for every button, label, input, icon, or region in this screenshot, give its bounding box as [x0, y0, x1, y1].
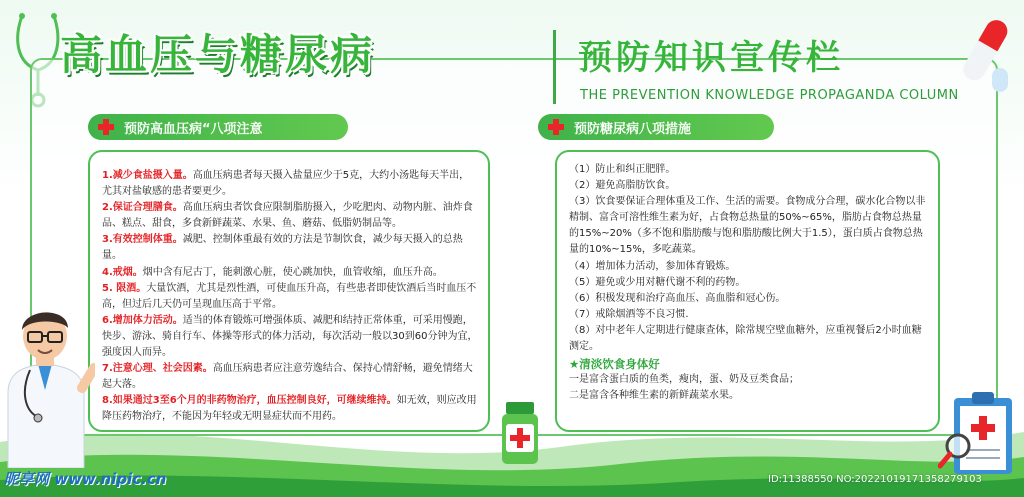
list-item: 二是富含各种维生素的新鲜蔬菜水果。 [569, 390, 739, 402]
right-section-header [538, 114, 774, 140]
list-item: （2）避免高脂肪饮食。 [569, 180, 676, 192]
left-section-header [88, 114, 348, 140]
english-title: THE PREVENTION KNOWLEDGE PROPAGANDA COLUMN [580, 88, 959, 103]
list-item: （3）饮食要保证合理体重及工作、生活的需要。食物成分合理，碳水化合物以非精制、富含可溶性维生素为好，占食物总热量的50%~65%，脂肪占食物总热量的15%~20%（多不饱和脂肪酸与饱和脂肪酸比例大于1.5），蛋白质占食物总热量的10%~15%，多吃蔬菜。 [569, 196, 926, 256]
sub-title: 预防知识宣传栏 [578, 38, 844, 78]
diet-subheading: ★清淡饮食身体好 [569, 357, 660, 372]
list-item: （1）防止和纠正肥胖。 [569, 164, 676, 175]
list-item: 1.减少食盐摄入量。高血压病患者每天摄入盐量应少于5克，大约小汤匙每天半出，尤其对盐敏感的患者要更少。 [102, 170, 470, 198]
list-item: （7）戒除烟酒等不良习惯. [569, 308, 689, 320]
clipboard-icon [938, 390, 1024, 476]
main-title: 高血压与糖尿病 [60, 30, 376, 79]
list-item: 3.有效控制体重。减肥、控制体重最有效的方法是节制饮食，减少每天摄入的总热量。 [102, 234, 463, 262]
capsule-icon [952, 14, 1012, 94]
doctor-illustration [0, 298, 95, 468]
list-item: 2.保证合理膳食。高血压病虫者饮食应限制脂肪摄入，少吃肥肉、动物内脏、油炸食品、糕点、甜食，多食新鲜蔬菜、水果、鱼、蘑菇、低脂奶制品等。 [102, 202, 473, 230]
diabetes-panel [555, 150, 940, 432]
list-item: 一是富含蛋白质的鱼类，瘦肉，蛋、奶及豆类食品； [569, 374, 799, 386]
list-item: 4.戒烟。烟中含有尼古丁，能刺激心脏，使心跳加快，血管收缩，血压升高。 [102, 266, 443, 278]
left-section-title: 预防高血压病“八项注意 [124, 121, 263, 137]
list-item: （5）避免或少用对糖代谢不利的药物。 [569, 276, 746, 288]
title-divider [553, 30, 556, 104]
red-cross-icon [98, 119, 114, 135]
list-item: （8）对中老年人定期进行健康查体，除常规空壁血糖外，应重视餐后2小时血糖测定。 [569, 324, 922, 353]
medicine-bottle-icon [500, 402, 540, 464]
list-item: 8.如果通过3至6个月的非药物治疗，血压控制良好，可继续维持。如无效，则应改用降压药物治疗，不能因为年轻或无明显症状而不用药。 [102, 395, 477, 423]
hypertension-panel [88, 150, 490, 432]
list-item: 7.注意心理、社会因素。高血压病患者应注意劳逸结合、保持心情舒畅，避免情绪大起大落。 [102, 363, 473, 391]
list-item: （6）积极发现和治疗高血压、高血脂和冠心伤。 [569, 292, 786, 304]
image-id-text: ID:11388550 NO:20221019171358279103 [768, 474, 982, 485]
list-item: （4）增加体力活动，参加体育锻炼。 [569, 260, 736, 272]
red-cross-icon [548, 119, 564, 135]
list-item: 6.增加体力活动。适当的体育锻炼可增强体质、减肥和结持正常体重，可采用慢跑，快步、游泳、骑自行车、体操等形式的体力活动，每次活动一般以30到60分钟为宜，强度因人而异。 [102, 314, 478, 359]
list-item: 5. 限酒。大量饮酒，尤其是烈性酒，可使血压升高，有些患者即使饮酒后当时血压不高，但过后几天仍可呈现血压高于平常。 [102, 282, 477, 310]
watermark-logo: 昵享网 www.nipic.cn [4, 470, 167, 488]
right-section-title: 预防糖尿病八项措施 [574, 121, 692, 137]
